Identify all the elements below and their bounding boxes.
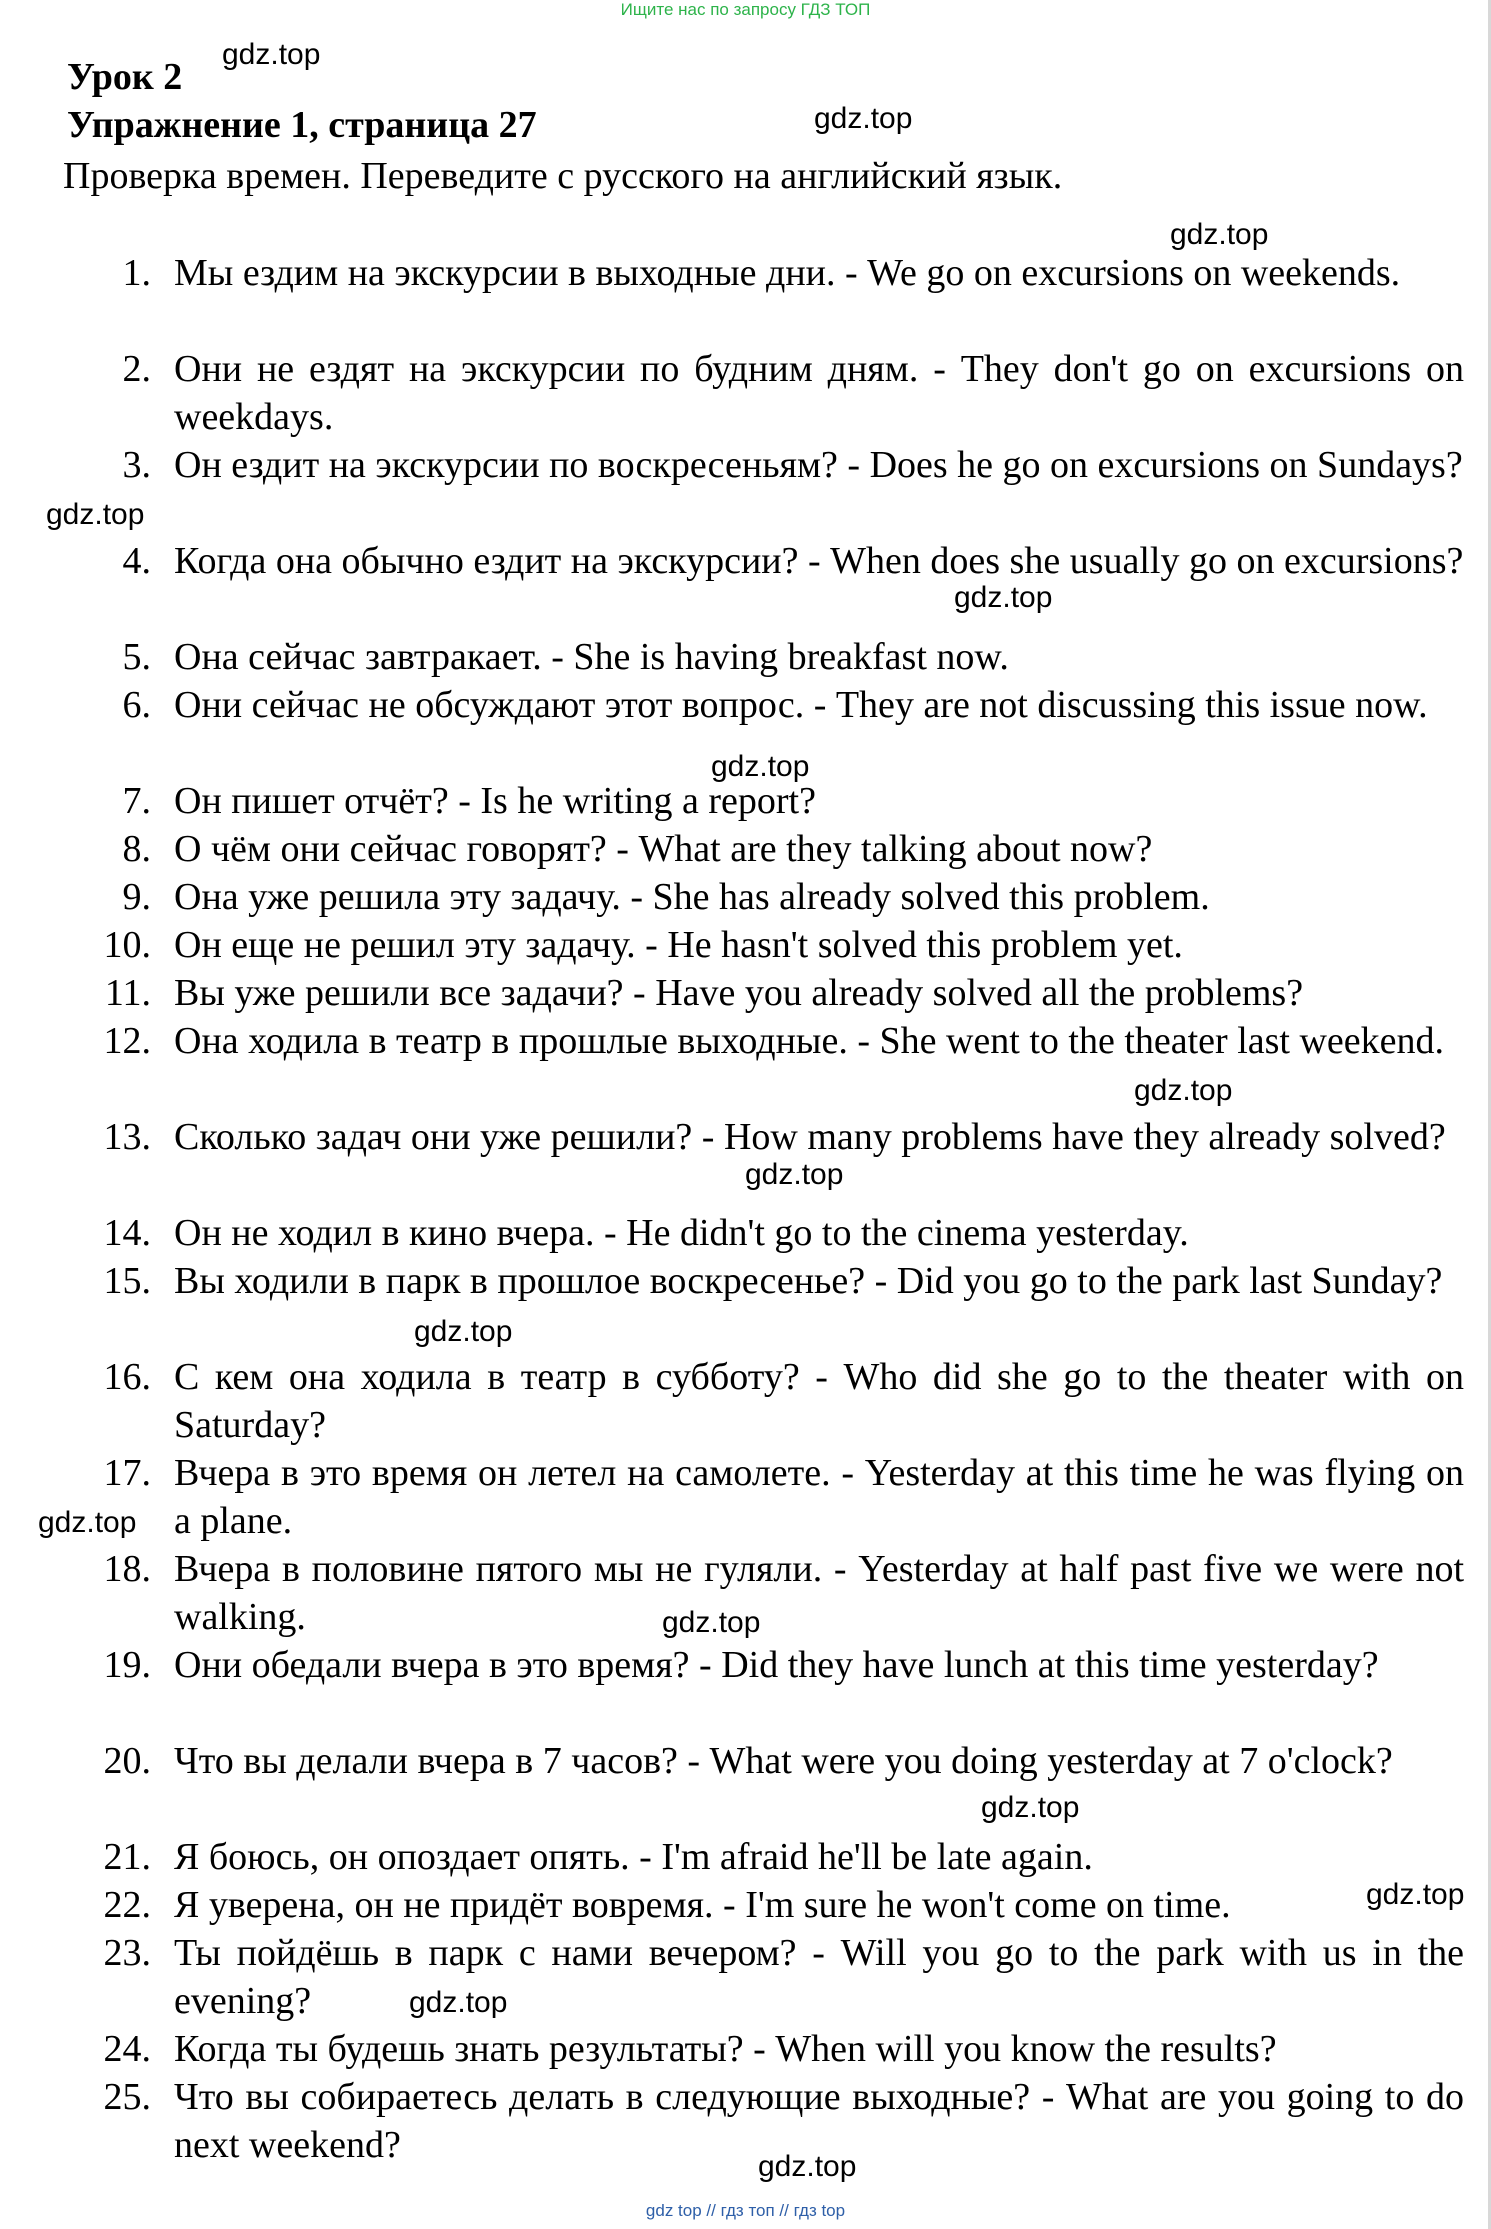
watermark: gdz.top [981,1791,1080,1824]
watermark: gdz.top [662,1606,761,1639]
item-text: Мы ездим на экскурсии в выходные дни. - We go on excursions on weekends. [174,252,1401,294]
item-number: 24. [103,2028,151,2070]
watermark: gdz.top [1366,1878,1465,1911]
item-number: 5. [122,636,151,678]
item-number: 2. [122,348,151,390]
item-text: Они сейчас не обсуждают этот вопрос. - They are not discussing this issue now. [174,684,1428,726]
item-number: 15. [103,1260,151,1302]
item-text: Когда ты будешь знать результаты? - When will you know the results? [174,2028,1277,2070]
lesson-title: Урок 2 [67,56,183,98]
item-number: 23. [103,1932,151,1974]
item-text: Он пишет отчёт? - Is he writing a report? [174,780,816,822]
item-number: 13. [103,1116,151,1158]
item-number: 10. [103,924,151,966]
item-text: Что вы собираетесь делать в следующие выходные? - What are you going to do next weekend? [174,2076,1464,2166]
item-text: Вчера в это время он летел на самолете. - Yesterday at this time he was flying on a plane. [174,1452,1464,1542]
item-number: 20. [103,1740,151,1782]
item-text: С кем она ходила в театр в субботу? - Who did she go to the theater with on Saturday? [174,1356,1464,1446]
item-number: 3. [122,444,151,486]
watermark: gdz.top [414,1315,513,1348]
footer-links[interactable]: gdz top // гдз топ // гдз top [645,2201,846,2220]
item-number: 22. [103,1884,151,1926]
item-text: Вы уже решили все задачи? - Have you already solved all the problems? [174,972,1304,1014]
watermark: gdz.top [745,1158,844,1191]
watermark: gdz.top [46,498,145,531]
item-text: Она сейчас завтракает. - She is having breakfast now. [174,636,1009,678]
top-banner-link[interactable]: Ищите нас по запросу ГДЗ ТОП [620,0,871,19]
item-text: Когда она обычно ездит на экскурсии? - When does she usually go on excursions? [174,540,1464,582]
watermark: gdz.top [954,581,1053,614]
item-text: Он еще не решил эту задачу. - He hasn't solved this problem yet. [174,924,1183,966]
item-text: Сколько задач они уже решили? - How many problems have they already solved? [174,1116,1446,1158]
instruction-text: Проверка времен. Переведите с русского на английский язык. [63,155,1063,197]
item-text: Они обедали вчера в это время? - Did they have lunch at this time yesterday? [174,1644,1379,1686]
item-text: Что вы делали вчера в 7 часов? - What were you doing yesterday at 7 o'clock? [174,1740,1393,1782]
watermark: gdz.top [711,750,810,783]
item-number: 25. [103,2076,151,2118]
item-text: Вчера в половине пятого мы не гуляли. - Yesterday at half past five we were not walking. [174,1548,1464,1638]
watermark: gdz.top [1170,218,1269,251]
item-number: 7. [122,780,151,822]
item-text: Вы ходили в парк в прошлое воскресенье? - Did you go to the park last Sunday? [174,1260,1443,1302]
item-number: 16. [103,1356,151,1398]
item-number: 21. [103,1836,151,1878]
item-text: О чём они сейчас говорят? - What are they talking about now? [174,828,1153,870]
item-number: 14. [103,1212,151,1254]
item-number: 19. [103,1644,151,1686]
item-text: Она ходила в театр в прошлые выходные. - She went to the theater last weekend. [174,1020,1445,1062]
watermark: gdz.top [409,1986,508,2019]
item-text: Они не ездят на экскурсии по будним дням. - They don't go on excursions on weekdays. [174,348,1464,438]
item-number: 18. [103,1548,151,1590]
item-number: 1. [122,252,151,294]
item-text: Он ездит на экскурсии по воскресеньям? - Does he go on excursions on Sundays? [174,444,1463,486]
watermark: gdz.top [814,102,913,135]
watermark: gdz.top [758,2150,857,2183]
watermark: gdz.top [38,1506,137,1539]
item-text: Я уверена, он не придёт вовремя. - I'm sure he won't come on time. [174,1884,1231,1926]
item-number: 8. [122,828,151,870]
item-number: 6. [122,684,151,726]
item-number: 12. [103,1020,151,1062]
item-number: 11. [104,972,151,1014]
item-text: Она уже решила эту задачу. - She has already solved this problem. [174,876,1210,918]
item-text: Я боюсь, он опоздает опять. - I'm afraid he'll be late again. [174,1836,1093,1878]
item-number: 17. [103,1452,151,1494]
exercise-title: Упражнение 1, страница 27 [67,104,537,146]
item-text: Он не ходил в кино вчера. - He didn't go to the cinema yesterday. [174,1212,1189,1254]
watermark: gdz.top [1134,1074,1233,1107]
watermark: gdz.top [222,38,321,71]
item-number: 9. [122,876,151,918]
item-text: Ты пойдёшь в парк с нами вечером? - Will you go to the park with us in the evening? [174,1932,1464,2022]
item-number: 4. [122,540,151,582]
